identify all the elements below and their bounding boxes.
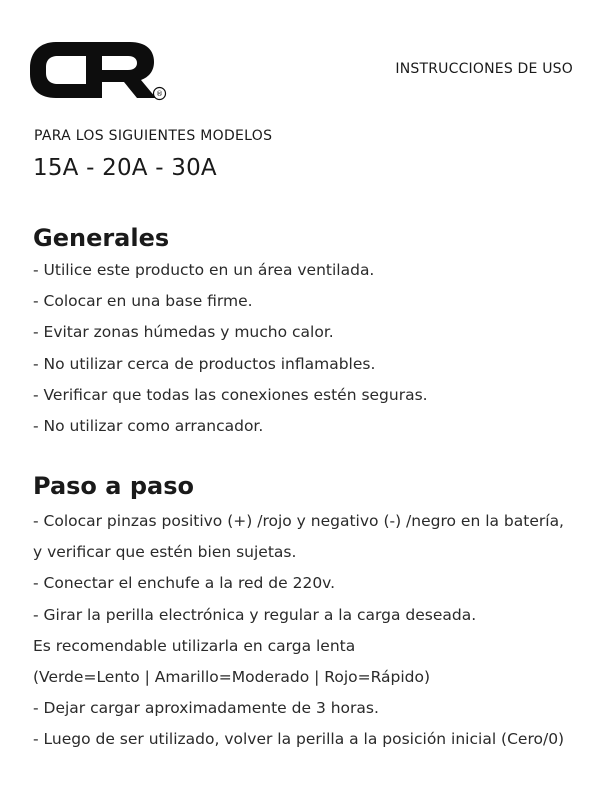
registered-mark: ® xyxy=(156,90,163,98)
list-item: - No utilizar cerca de productos inflamables. xyxy=(33,354,376,373)
logo-letter-r xyxy=(86,42,156,98)
paso-a-paso-list xyxy=(33,506,564,756)
section-title-generales: Generales xyxy=(33,224,170,252)
list-item: - Dejar cargar aproximadamente de 3 horas. xyxy=(33,699,379,718)
list-item: - Luego de ser utilizado, volver la perilla a la posición inicial (Cero/0) xyxy=(33,730,565,749)
list-item: (Verde=Lento | Amarillo=Moderado | Rojo=Rápido) xyxy=(33,667,431,686)
document-type: INSTRUCCIONES DE USO xyxy=(395,61,573,77)
cr-logo xyxy=(28,40,168,102)
list-item: - Utilice este producto en un área ventilada. xyxy=(33,261,375,279)
list-item: y verificar que estén bien sujetas. xyxy=(33,543,297,562)
list-item: Es recomendable utilizarla en carga lenta xyxy=(33,636,356,655)
models-label: PARA LOS SIGUIENTES MODELOS xyxy=(34,128,273,144)
models-list: 15A - 20A - 30A xyxy=(33,155,217,181)
section-title-paso-a-paso: Paso a paso xyxy=(33,472,194,500)
generales-list xyxy=(33,255,428,442)
list-item: - Conectar el enchufe a la red de 220v. xyxy=(33,574,336,593)
list-item: - Colocar en una base firme. xyxy=(33,292,253,311)
list-item: - Evitar zonas húmedas y mucho calor. xyxy=(33,323,334,342)
list-item: - Colocar pinzas positivo (+) /rojo y negativo (-) /negro en la batería, xyxy=(33,512,564,530)
list-item: - No utilizar como arrancador. xyxy=(33,416,264,435)
list-item: - Verificar que todas las conexiones estén seguras. xyxy=(33,385,428,404)
list-item: - Girar la perilla electrónica y regular a la carga deseada. xyxy=(33,605,477,624)
logo-letter-c xyxy=(30,42,90,98)
